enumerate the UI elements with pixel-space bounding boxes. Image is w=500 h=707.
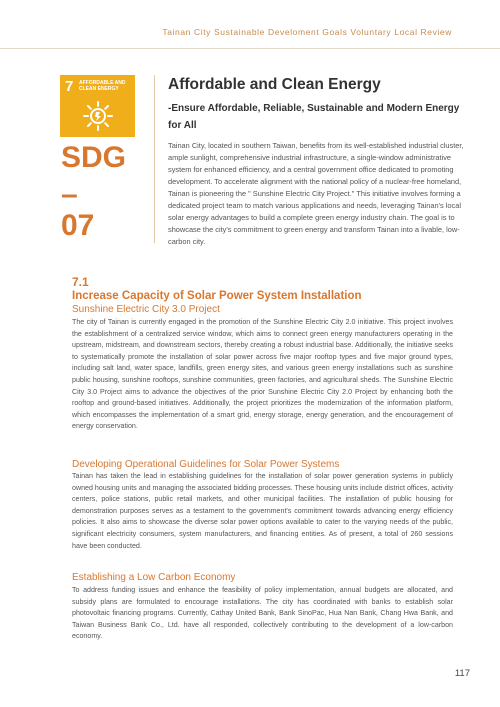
subsection-title: Sunshine Electric City 3.0 Project [72,304,220,315]
subsection-title: Developing Operational Guidelines for Solar Power Systems [72,459,340,470]
section-divider [154,75,155,243]
goal-intro-paragraph: Tainan City, located in southern Taiwan, benefits from its well-established industrial cluster, ample sunlight, comprehensive industrial infrastructure, a single-window administrative system for enhanced efficiency, and a central government office dedicated to promoting development. To accelerate alignment with the national policy of a nuclear-free homeland, Tainan is pioneering the " Sunshine Electric City Project." This initiative involves forming a dedicated project team to match various applications and needs, leveraging Tainan's local solar energy advantages to build a complete green energy industry chain. The goal is to showcase the city's commitment to green energy and transform Tainan into a livable, low-carbon city. [168,141,464,246]
subsection-paragraph: To address funding issues and enhance the feasibility of policy implementation, annual budgets are allocated, and subsidy plans are formulated to encourage installations. The city has coordinated with banks to establish solar photovoltaic financing programs. Currently, Cathay United Bank, Bank SinoPac, Hua Nan Bank, Chang Hwa Bank, and Taiwan Business Bank Co., Ltd. have all responded, collectively contributing to the development of a low-carbon economy. [72,586,453,641]
sdg-prefix: SDG [61,141,127,174]
page-number: 117 [454,668,470,679]
subsection-paragraph: Tainan has taken the lead in establishing guidelines for the installation of solar power generation systems in publicly owned housing units and managing the associated bidding processes. These housing units include district offices, activity centers, police stations, public retail markets, and other municipal facilities. The installation of public housing for demonstration purposes serves as a testament to the government's commitment towards advancing energy efficiency policies. It also aims to showcase the diverse solar power options available to cater to the varying needs of the public, significant electricity consumers, system manufacturers, and financing entities. As of present, a total of 260 sessions have been conducted. [72,472,453,550]
sdg-dash: – [61,178,78,211]
subsection-paragraph: The city of Tainan is currently engaged in the promotion of the Sunshine Electric City 2.0 initiative. This project involves the establishment of a centralized service window, which aims to connect green energy manufacturers operating in the upstream, midstream, and downstream sectors, thereby creating a robust industrial base. Additionally, the initiative seeks to systematically promote the installation of solar power across five major rooftop types and five major ground types, including salt land, water space, landfills, green energy sites, and various green energy installations such as sunshine public housing, sunshine rooftops, sunshine communities, green factories, and agricultural sheds. The Sunshine Electric City 3.0 Project aims to advance the objectives of the prior Sunshine Electric City 2.0 Project by enhancing both the rooftop and ground-based initiatives. Additionally, the project prioritizes the modernization of the information platform, which encompasses the implementation of a smart grid, energy storage, energy generation, and the encouragement of energy conservation. [72,318,453,431]
sdg-number: 07 [61,209,95,242]
subsection-title: Establishing a Low Carbon Economy [72,572,236,583]
running-header: Tainan City Sustainable Develoment Goals Voluntary Local Review [162,27,452,37]
sun-power-icon [82,100,114,132]
sdg-badge-label: AFFORDABLE AND CLEAN ENERGY [79,80,126,92]
goal-title: Affordable and Clean Energy [168,76,381,93]
section-number: 7.1 [72,275,89,289]
goal-subtitle: -Ensure Affordable, Reliable, Sustainable and Modern Energy for All [168,103,460,131]
sdg7-badge [60,75,135,137]
sdg-badge-number: 7 [65,78,74,95]
section-title: Increase Capacity of Solar Power System Installation [72,290,362,302]
header-divider [0,48,500,49]
